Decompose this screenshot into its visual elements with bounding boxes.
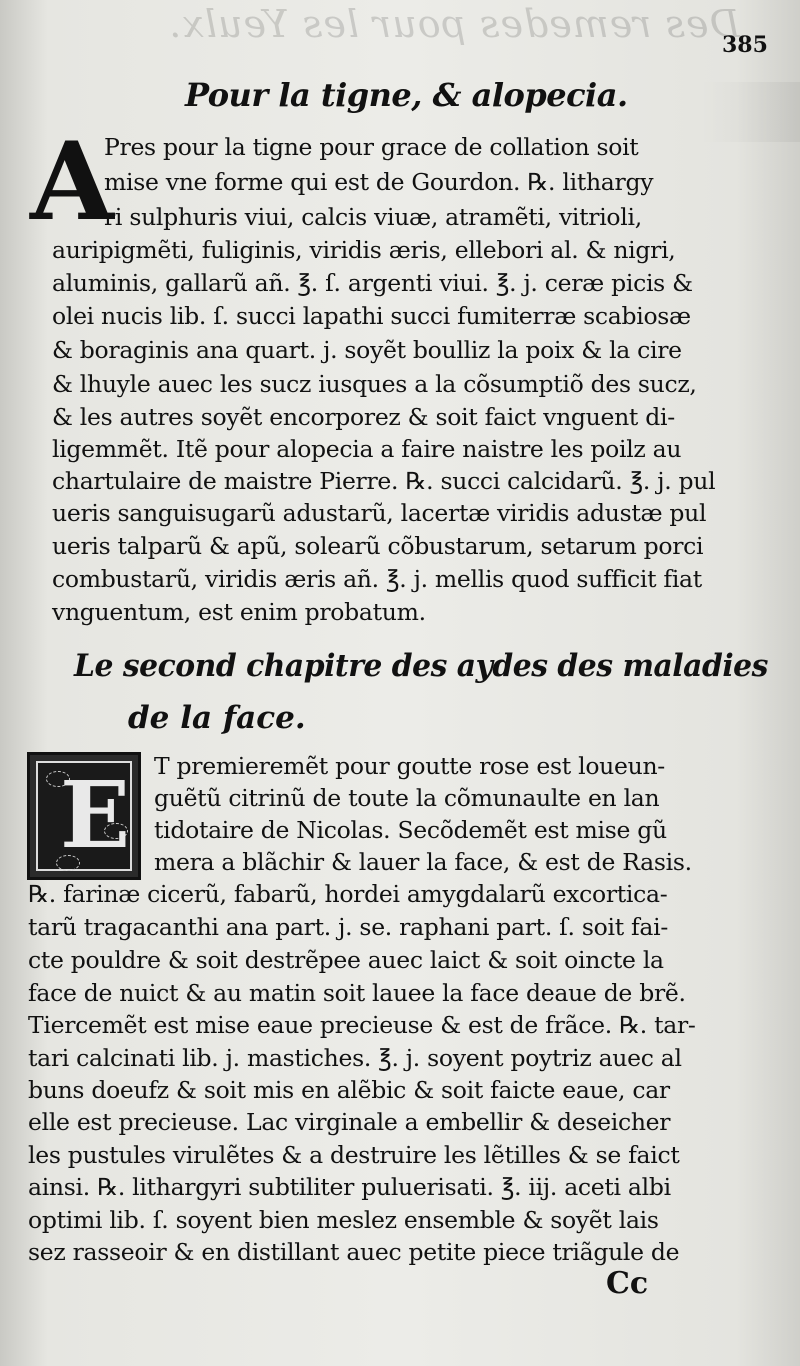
text-line: guẽtũ citrinũ de toute la cõmunaulte en lan: [154, 784, 660, 812]
text-line: ueris sanguisugarũ adustarũ, lacertæ viridis adustæ pul: [52, 499, 707, 527]
page-number: 385: [722, 32, 768, 58]
text-line: cte pouldre & soit destrẽpee auec laict & soit oincte la: [28, 946, 664, 974]
text-line: combustarũ, viridis æris añ. ℥. j. mellis quod sufficit fiat: [52, 565, 702, 593]
text-line: & les autres soyẽt encorporez & soit faict vnguent di-: [52, 403, 675, 431]
drop-cap-letter: E: [60, 761, 131, 869]
text-line: auripigmẽti, fuliginis, viridis æris, ellebori al. & nigri,: [52, 236, 676, 264]
text-line: buns doeufz & soit mis en alẽbic & soit faicte eaue, car: [28, 1076, 670, 1104]
ornamental-drop-cap-e: [27, 752, 141, 880]
text-line: ueris talparũ & apũ, solearũ cõbustarum, setarum porci: [52, 532, 704, 560]
text-line: tari calcinati lib. j. mastiches. ℥. j. soyent poytriz auec al: [28, 1044, 682, 1072]
text-line: & lhuyle auec les sucz iusques a la cõsumptiõ des sucz,: [52, 370, 697, 398]
text-line: vnguentum, est enim probatum.: [52, 598, 426, 626]
text-line: ri sulphuris viui, calcis viuæ, atramẽti, vitrioli,: [104, 203, 642, 231]
text-line: & boraginis ana quart. j. soyẽt boulliz la poix & la cire: [52, 336, 682, 364]
chapter-title-line1: Le second chapitre des aydes des maladies: [74, 648, 768, 684]
chapter-title-line2: de la face.: [128, 700, 306, 736]
text-line: tidotaire de Nicolas. Secõdemẽt est mise gũ: [154, 816, 667, 844]
text-line: elle est precieuse. Lac virginale a embellir & deseicher: [28, 1108, 671, 1136]
text-line: Pres pour la tigne pour grace de collation soit: [104, 133, 639, 161]
text-line: aluminis, gallarũ añ. ℥. ſ. argenti viui. ℥. j. ceræ picis &: [52, 269, 693, 297]
text-line: sez rasseoir & en distillant auec petite piece triãgule de: [28, 1238, 680, 1266]
catchword: Cc: [606, 1266, 649, 1301]
drop-cap-frame: [36, 761, 132, 871]
text-line: ligemmẽt. Itẽ pour alopecia a faire naistre les poilz au: [52, 435, 682, 463]
show-through-shadow: [700, 82, 800, 142]
text-line: mera a blãchir & lauer la face, & est de Rasis.: [154, 848, 692, 876]
text-line: optimi lib. ſ. soyent bien meslez ensemble & soyẽt lais: [28, 1206, 659, 1234]
text-line: face de nuict & au matin soit lauee la face deaue de brẽ.: [28, 979, 686, 1007]
text-line: Tiercemẽt est mise eaue precieuse & est de frãce. ℞. tar-: [28, 1011, 696, 1039]
text-line: les pustules virulẽtes & a destruire les lẽtilles & se faict: [28, 1141, 680, 1169]
text-line: olei nucis lib. ſ. succi lapathi succi fumiterræ scabiosæ: [52, 302, 691, 330]
drop-cap-a: A: [30, 119, 114, 245]
text-line: chartulaire de maistre Pierre. ℞. succi calcidarũ. ℥. j. pul: [52, 467, 716, 495]
text-line: ℞. farinæ cicerũ, fabarũ, hordei amygdalarũ excortica-: [28, 880, 668, 908]
text-line: ainsi. ℞. lithargyri subtiliter puluerisati. ℥. iij. aceti albi: [28, 1173, 671, 1201]
text-line: mise vne forme qui est de Gourdon. ℞. lithargy: [104, 168, 654, 196]
text-line: tarũ tragacanthi ana part. j. se. raphani part. ſ. soit fai-: [28, 913, 669, 941]
bleed-through-running-title: Des remedes pour les Yeulx.: [168, 2, 740, 46]
section-title-tigne: Pour la tigne, & alopecia.: [185, 76, 628, 114]
text-line: T premieremẽt pour goutte rose est loueun-: [154, 752, 665, 780]
